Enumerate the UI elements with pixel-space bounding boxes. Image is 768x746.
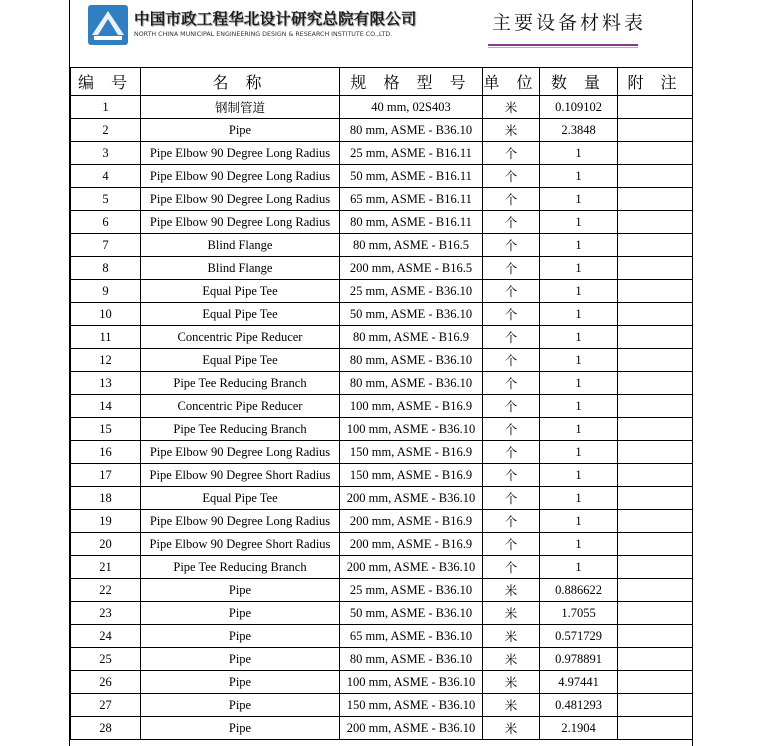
col-spec-header: 规 格 型 号 — [340, 68, 483, 96]
item-name: Pipe Elbow 90 Degree Short Radius — [141, 533, 340, 556]
row-number: 17 — [71, 464, 141, 487]
table-row — [71, 602, 693, 625]
document-title: 主要设备材料表 — [492, 12, 647, 34]
row-number: 22 — [71, 579, 141, 602]
item-unit: 米 — [483, 671, 540, 694]
row-number: 4 — [71, 165, 141, 188]
item-note — [618, 349, 693, 372]
item-note — [618, 625, 693, 648]
item-spec: 150 mm, ASME - B16.9 — [340, 441, 483, 464]
item-note — [618, 372, 693, 395]
item-unit: 个 — [483, 303, 540, 326]
row-number: 20 — [71, 533, 141, 556]
item-note — [618, 303, 693, 326]
item-note — [618, 418, 693, 441]
item-spec: 50 mm, ASME - B36.10 — [340, 602, 483, 625]
item-name: Equal Pipe Tee — [141, 303, 340, 326]
table-row — [71, 717, 693, 740]
table-row — [71, 257, 693, 280]
item-unit: 个 — [483, 326, 540, 349]
document-header — [70, 0, 692, 66]
table-row — [71, 533, 693, 556]
row-number: 9 — [71, 280, 141, 303]
item-note — [618, 579, 693, 602]
item-name: Blind Flange — [141, 257, 340, 280]
company-name-en: NORTH CHINA MUNICIPAL ENGINEERING DESIGN & RESEARCH INSTITUTE CO.,LTD. — [134, 31, 393, 38]
item-quantity: 1 — [540, 188, 618, 211]
item-spec: 200 mm, ASME - B36.10 — [340, 717, 483, 740]
item-name: Pipe Tee Reducing Branch — [141, 418, 340, 441]
table-row — [71, 188, 693, 211]
item-unit: 个 — [483, 533, 540, 556]
item-unit: 个 — [483, 165, 540, 188]
item-note — [618, 717, 693, 740]
item-note — [618, 96, 693, 119]
item-note — [618, 441, 693, 464]
item-note — [618, 280, 693, 303]
item-note — [618, 257, 693, 280]
item-unit: 个 — [483, 257, 540, 280]
item-name: Pipe Elbow 90 Degree Long Radius — [141, 441, 340, 464]
item-note — [618, 211, 693, 234]
item-spec: 25 mm, ASME - B36.10 — [340, 280, 483, 303]
item-quantity: 1 — [540, 464, 618, 487]
row-number: 26 — [71, 671, 141, 694]
item-name: Pipe Elbow 90 Degree Long Radius — [141, 188, 340, 211]
table-row — [71, 211, 693, 234]
table-row — [71, 234, 693, 257]
row-number: 21 — [71, 556, 141, 579]
item-quantity: 1 — [540, 349, 618, 372]
item-quantity: 1 — [540, 372, 618, 395]
item-name: Equal Pipe Tee — [141, 280, 340, 303]
item-name: Pipe Elbow 90 Degree Short Radius — [141, 464, 340, 487]
item-name: Blind Flange — [141, 234, 340, 257]
item-quantity: 4.97441 — [540, 671, 618, 694]
row-number: 23 — [71, 602, 141, 625]
item-name: Concentric Pipe Reducer — [141, 326, 340, 349]
item-note — [618, 510, 693, 533]
row-number: 24 — [71, 625, 141, 648]
item-unit: 个 — [483, 395, 540, 418]
row-number: 16 — [71, 441, 141, 464]
table-row — [71, 142, 693, 165]
item-quantity: 2.1904 — [540, 717, 618, 740]
item-note — [618, 533, 693, 556]
item-quantity: 0.109102 — [540, 96, 618, 119]
item-quantity: 1 — [540, 142, 618, 165]
row-number: 3 — [71, 142, 141, 165]
item-unit: 个 — [483, 211, 540, 234]
row-number: 13 — [71, 372, 141, 395]
company-name-cn: 中国市政工程华北设计研究总院有限公司 — [134, 10, 417, 28]
row-number: 19 — [71, 510, 141, 533]
item-note — [618, 234, 693, 257]
item-name: Equal Pipe Tee — [141, 487, 340, 510]
row-number: 11 — [71, 326, 141, 349]
item-name: Concentric Pipe Reducer — [141, 395, 340, 418]
item-name: Pipe Tee Reducing Branch — [141, 372, 340, 395]
item-quantity: 0.886622 — [540, 579, 618, 602]
row-number: 6 — [71, 211, 141, 234]
item-name: Equal Pipe Tee — [141, 349, 340, 372]
item-spec: 200 mm, ASME - B16.5 — [340, 257, 483, 280]
table-row — [71, 671, 693, 694]
item-unit: 个 — [483, 510, 540, 533]
item-unit: 个 — [483, 556, 540, 579]
item-spec: 80 mm, ASME - B36.10 — [340, 648, 483, 671]
item-spec: 25 mm, ASME - B36.10 — [340, 579, 483, 602]
row-number: 15 — [71, 418, 141, 441]
item-quantity: 1 — [540, 211, 618, 234]
item-unit: 个 — [483, 142, 540, 165]
item-quantity: 0.571729 — [540, 625, 618, 648]
item-unit: 米 — [483, 96, 540, 119]
row-number: 8 — [71, 257, 141, 280]
row-number: 10 — [71, 303, 141, 326]
table-row — [71, 487, 693, 510]
table-row — [71, 648, 693, 671]
row-number: 18 — [71, 487, 141, 510]
item-spec: 200 mm, ASME - B16.9 — [340, 533, 483, 556]
row-number: 12 — [71, 349, 141, 372]
item-spec: 100 mm, ASME - B36.10 — [340, 418, 483, 441]
table-row — [71, 165, 693, 188]
item-note — [618, 142, 693, 165]
item-quantity: 1 — [540, 441, 618, 464]
table-body — [71, 96, 693, 740]
item-spec: 50 mm, ASME - B36.10 — [340, 303, 483, 326]
item-spec: 25 mm, ASME - B16.11 — [340, 142, 483, 165]
item-spec: 65 mm, ASME - B16.11 — [340, 188, 483, 211]
item-unit: 米 — [483, 694, 540, 717]
table-row — [71, 280, 693, 303]
item-name: Pipe Elbow 90 Degree Long Radius — [141, 211, 340, 234]
item-unit: 个 — [483, 418, 540, 441]
row-number: 5 — [71, 188, 141, 211]
col-name-header: 名 称 — [141, 68, 340, 96]
item-note — [618, 165, 693, 188]
item-quantity: 1 — [540, 326, 618, 349]
item-quantity: 0.978891 — [540, 648, 618, 671]
item-quantity: 1 — [540, 395, 618, 418]
item-spec: 50 mm, ASME - B16.11 — [340, 165, 483, 188]
table-row — [71, 464, 693, 487]
item-quantity: 1 — [540, 303, 618, 326]
table-row — [71, 625, 693, 648]
item-name: Pipe Elbow 90 Degree Long Radius — [141, 142, 340, 165]
title-underline — [488, 44, 638, 46]
item-name: Pipe — [141, 579, 340, 602]
item-spec: 40 mm, 02S403 — [340, 96, 483, 119]
item-unit: 米 — [483, 602, 540, 625]
item-spec: 200 mm, ASME - B36.10 — [340, 556, 483, 579]
item-unit: 个 — [483, 188, 540, 211]
item-spec: 200 mm, ASME - B36.10 — [340, 487, 483, 510]
row-number: 7 — [71, 234, 141, 257]
item-quantity: 1 — [540, 280, 618, 303]
item-quantity: 1 — [540, 418, 618, 441]
item-name: Pipe — [141, 602, 340, 625]
item-note — [618, 326, 693, 349]
row-number: 2 — [71, 119, 141, 142]
item-quantity: 1 — [540, 556, 618, 579]
table-row — [71, 441, 693, 464]
item-note — [618, 188, 693, 211]
row-number: 1 — [71, 96, 141, 119]
item-quantity: 1 — [540, 234, 618, 257]
item-spec: 200 mm, ASME - B16.9 — [340, 510, 483, 533]
col-note-header: 附 注 — [618, 68, 693, 96]
company-logo-icon — [88, 5, 128, 45]
col-qty-header: 数 量 — [540, 68, 618, 96]
row-number: 28 — [71, 717, 141, 740]
item-spec: 150 mm, ASME - B16.9 — [340, 464, 483, 487]
table-row — [71, 96, 693, 119]
item-name: Pipe Elbow 90 Degree Long Radius — [141, 510, 340, 533]
table-row — [71, 510, 693, 533]
item-name: Pipe Tee Reducing Branch — [141, 556, 340, 579]
item-quantity: 1 — [540, 510, 618, 533]
table-row — [71, 418, 693, 441]
item-quantity: 1 — [540, 487, 618, 510]
item-unit: 个 — [483, 234, 540, 257]
item-spec: 80 mm, ASME - B36.10 — [340, 372, 483, 395]
table-row — [71, 579, 693, 602]
table-row — [71, 694, 693, 717]
col-unit-header: 单 位 — [483, 68, 540, 96]
item-note — [618, 556, 693, 579]
table-header — [71, 68, 693, 96]
item-spec: 65 mm, ASME - B36.10 — [340, 625, 483, 648]
table-row — [71, 372, 693, 395]
item-unit: 个 — [483, 349, 540, 372]
item-unit: 个 — [483, 464, 540, 487]
table-row — [71, 326, 693, 349]
item-quantity: 0.481293 — [540, 694, 618, 717]
item-note — [618, 464, 693, 487]
item-note — [618, 119, 693, 142]
item-note — [618, 395, 693, 418]
item-spec: 100 mm, ASME - B16.9 — [340, 395, 483, 418]
item-unit: 个 — [483, 441, 540, 464]
table-row — [71, 303, 693, 326]
table-row — [71, 119, 693, 142]
item-quantity: 1 — [540, 165, 618, 188]
item-quantity: 1 — [540, 533, 618, 556]
item-spec: 80 mm, ASME - B16.5 — [340, 234, 483, 257]
item-spec: 150 mm, ASME - B36.10 — [340, 694, 483, 717]
item-name: Pipe — [141, 671, 340, 694]
item-quantity: 1 — [540, 257, 618, 280]
item-name: Pipe — [141, 625, 340, 648]
table-row — [71, 556, 693, 579]
item-quantity: 2.3848 — [540, 119, 618, 142]
row-number: 14 — [71, 395, 141, 418]
item-unit: 米 — [483, 625, 540, 648]
title-underline-secondary — [488, 47, 638, 48]
table-row — [71, 349, 693, 372]
item-note — [618, 602, 693, 625]
row-number: 25 — [71, 648, 141, 671]
item-name: Pipe — [141, 648, 340, 671]
item-unit: 米 — [483, 648, 540, 671]
item-unit: 米 — [483, 717, 540, 740]
item-spec: 80 mm, ASME - B36.10 — [340, 349, 483, 372]
item-unit: 米 — [483, 119, 540, 142]
item-note — [618, 671, 693, 694]
item-spec: 80 mm, ASME - B16.9 — [340, 326, 483, 349]
table-row — [71, 395, 693, 418]
item-unit: 米 — [483, 579, 540, 602]
item-spec: 80 mm, ASME - B36.10 — [340, 119, 483, 142]
item-note — [618, 487, 693, 510]
item-spec: 100 mm, ASME - B36.10 — [340, 671, 483, 694]
item-unit: 个 — [483, 372, 540, 395]
col-number-header: 编 号 — [71, 68, 141, 96]
materials-table — [70, 67, 693, 740]
item-name: Pipe Elbow 90 Degree Long Radius — [141, 165, 340, 188]
item-note — [618, 694, 693, 717]
item-name: Pipe — [141, 717, 340, 740]
item-unit: 个 — [483, 487, 540, 510]
item-name: Pipe — [141, 119, 340, 142]
item-unit: 个 — [483, 280, 540, 303]
item-note — [618, 648, 693, 671]
item-quantity: 1.7055 — [540, 602, 618, 625]
item-name: Pipe — [141, 694, 340, 717]
row-number: 27 — [71, 694, 141, 717]
header-row — [71, 68, 693, 96]
item-spec: 80 mm, ASME - B16.11 — [340, 211, 483, 234]
item-name: 钢制管道 — [141, 96, 340, 119]
